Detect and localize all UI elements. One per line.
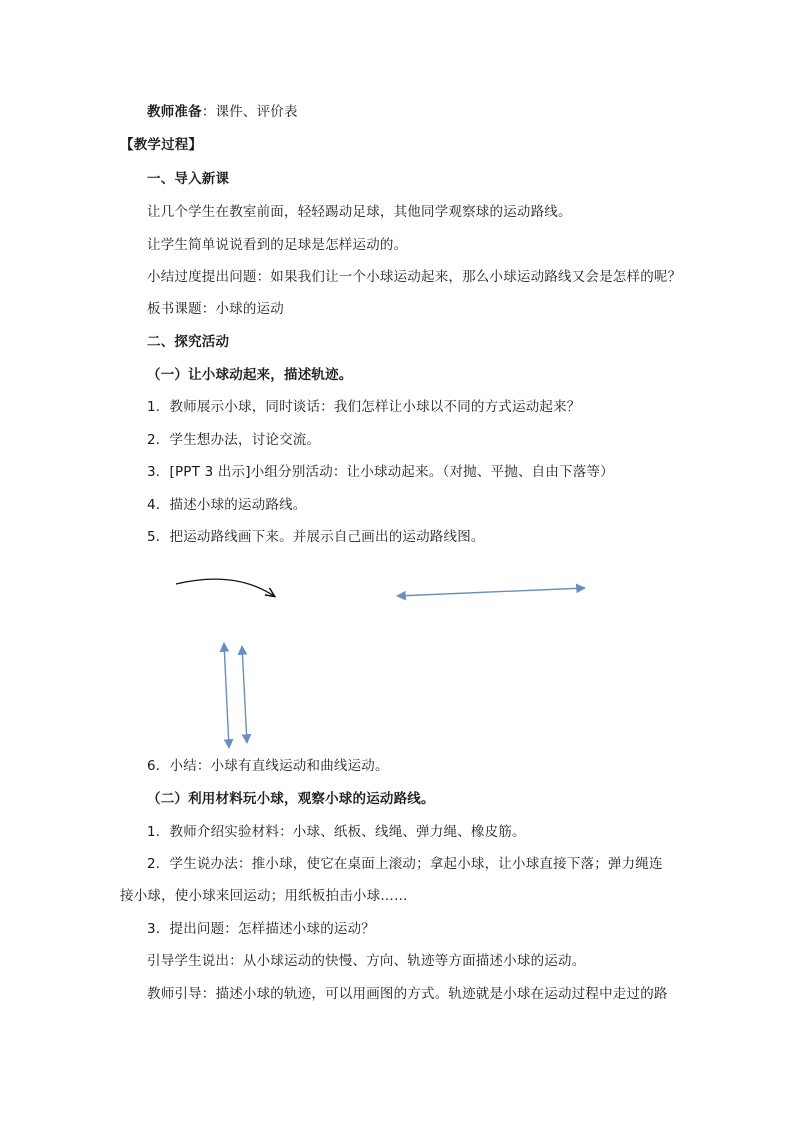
list-item: 2．学生说办法：推小球，使它在桌面上滚动；拿起小球，让小球直接下落；弹力绳连 bbox=[147, 856, 663, 872]
list-item: 接小球，使小球来回运动；用纸板拍击小球…… bbox=[120, 888, 408, 904]
horizontal-double-arrow bbox=[397, 588, 585, 596]
subsection-1-summary: 6．小结：小球有直线运动和曲线运动。 bbox=[147, 758, 389, 774]
section-1-para-3: 小结过度提出问题：如果我们让一个小球运动起来，那么小球运动路线又会是怎样的呢？ bbox=[147, 269, 682, 285]
section-1-para-1: 让几个学生在教室前面，轻轻踢动足球，其他同学观察球的运动路线。 bbox=[147, 204, 572, 220]
subsection-1-heading: （一）让小球动起来，描述轨迹。 bbox=[147, 367, 353, 383]
list-item: 1．教师介绍实验材料：小球、纸板、线绳、弹力绳、橡皮筋。 bbox=[147, 824, 526, 840]
subsection-2-heading: （二）利用材料玩小球，观察小球的运动路线。 bbox=[147, 791, 435, 807]
list-item: 引导学生说出：从小球运动的快慢、方向、轨迹等方面描述小球的运动。 bbox=[147, 953, 586, 969]
teacher-prep-text: ：课件、评价表 bbox=[201, 104, 298, 120]
list-item: 3．提出问题：怎样描述小球的运动？ bbox=[147, 921, 375, 937]
curved-path-arrow bbox=[176, 579, 274, 596]
section-1-para-2: 让学生简单说说看到的足球是怎样运动的。 bbox=[147, 237, 408, 253]
list-item: 5．把运动路线画下来。并展示自己画出的运动路线图。 bbox=[147, 529, 485, 545]
list-item: 2．学生想办法，讨论交流。 bbox=[147, 432, 321, 448]
section-2-heading: 二、探究活动 bbox=[147, 334, 230, 350]
list-item: 1．教师展示小球，同时谈话：我们怎样让小球以不同的方式运动起来？ bbox=[147, 399, 581, 415]
section-1-heading: 一、导入新课 bbox=[147, 171, 230, 187]
list-item: 4．描述小球的运动路线。 bbox=[147, 497, 307, 513]
vertical-arrow-right bbox=[242, 646, 247, 743]
vertical-arrow-left bbox=[224, 643, 229, 748]
list-item: 教师引导：描述小球的轨迹，可以用画图的方式。轨迹就是小球在运动过程中走过的路 bbox=[147, 986, 668, 1002]
list-item: 3．[PPT 3 出示]小组分别活动：让小球动起来。（对抛、平抛、自由下落等） bbox=[147, 464, 614, 480]
process-heading: 【教学过程】 bbox=[120, 137, 203, 153]
section-1-para-4: 板书课题：小球的运动 bbox=[147, 301, 284, 317]
teacher-prep-label: 教师准备 bbox=[147, 104, 202, 120]
